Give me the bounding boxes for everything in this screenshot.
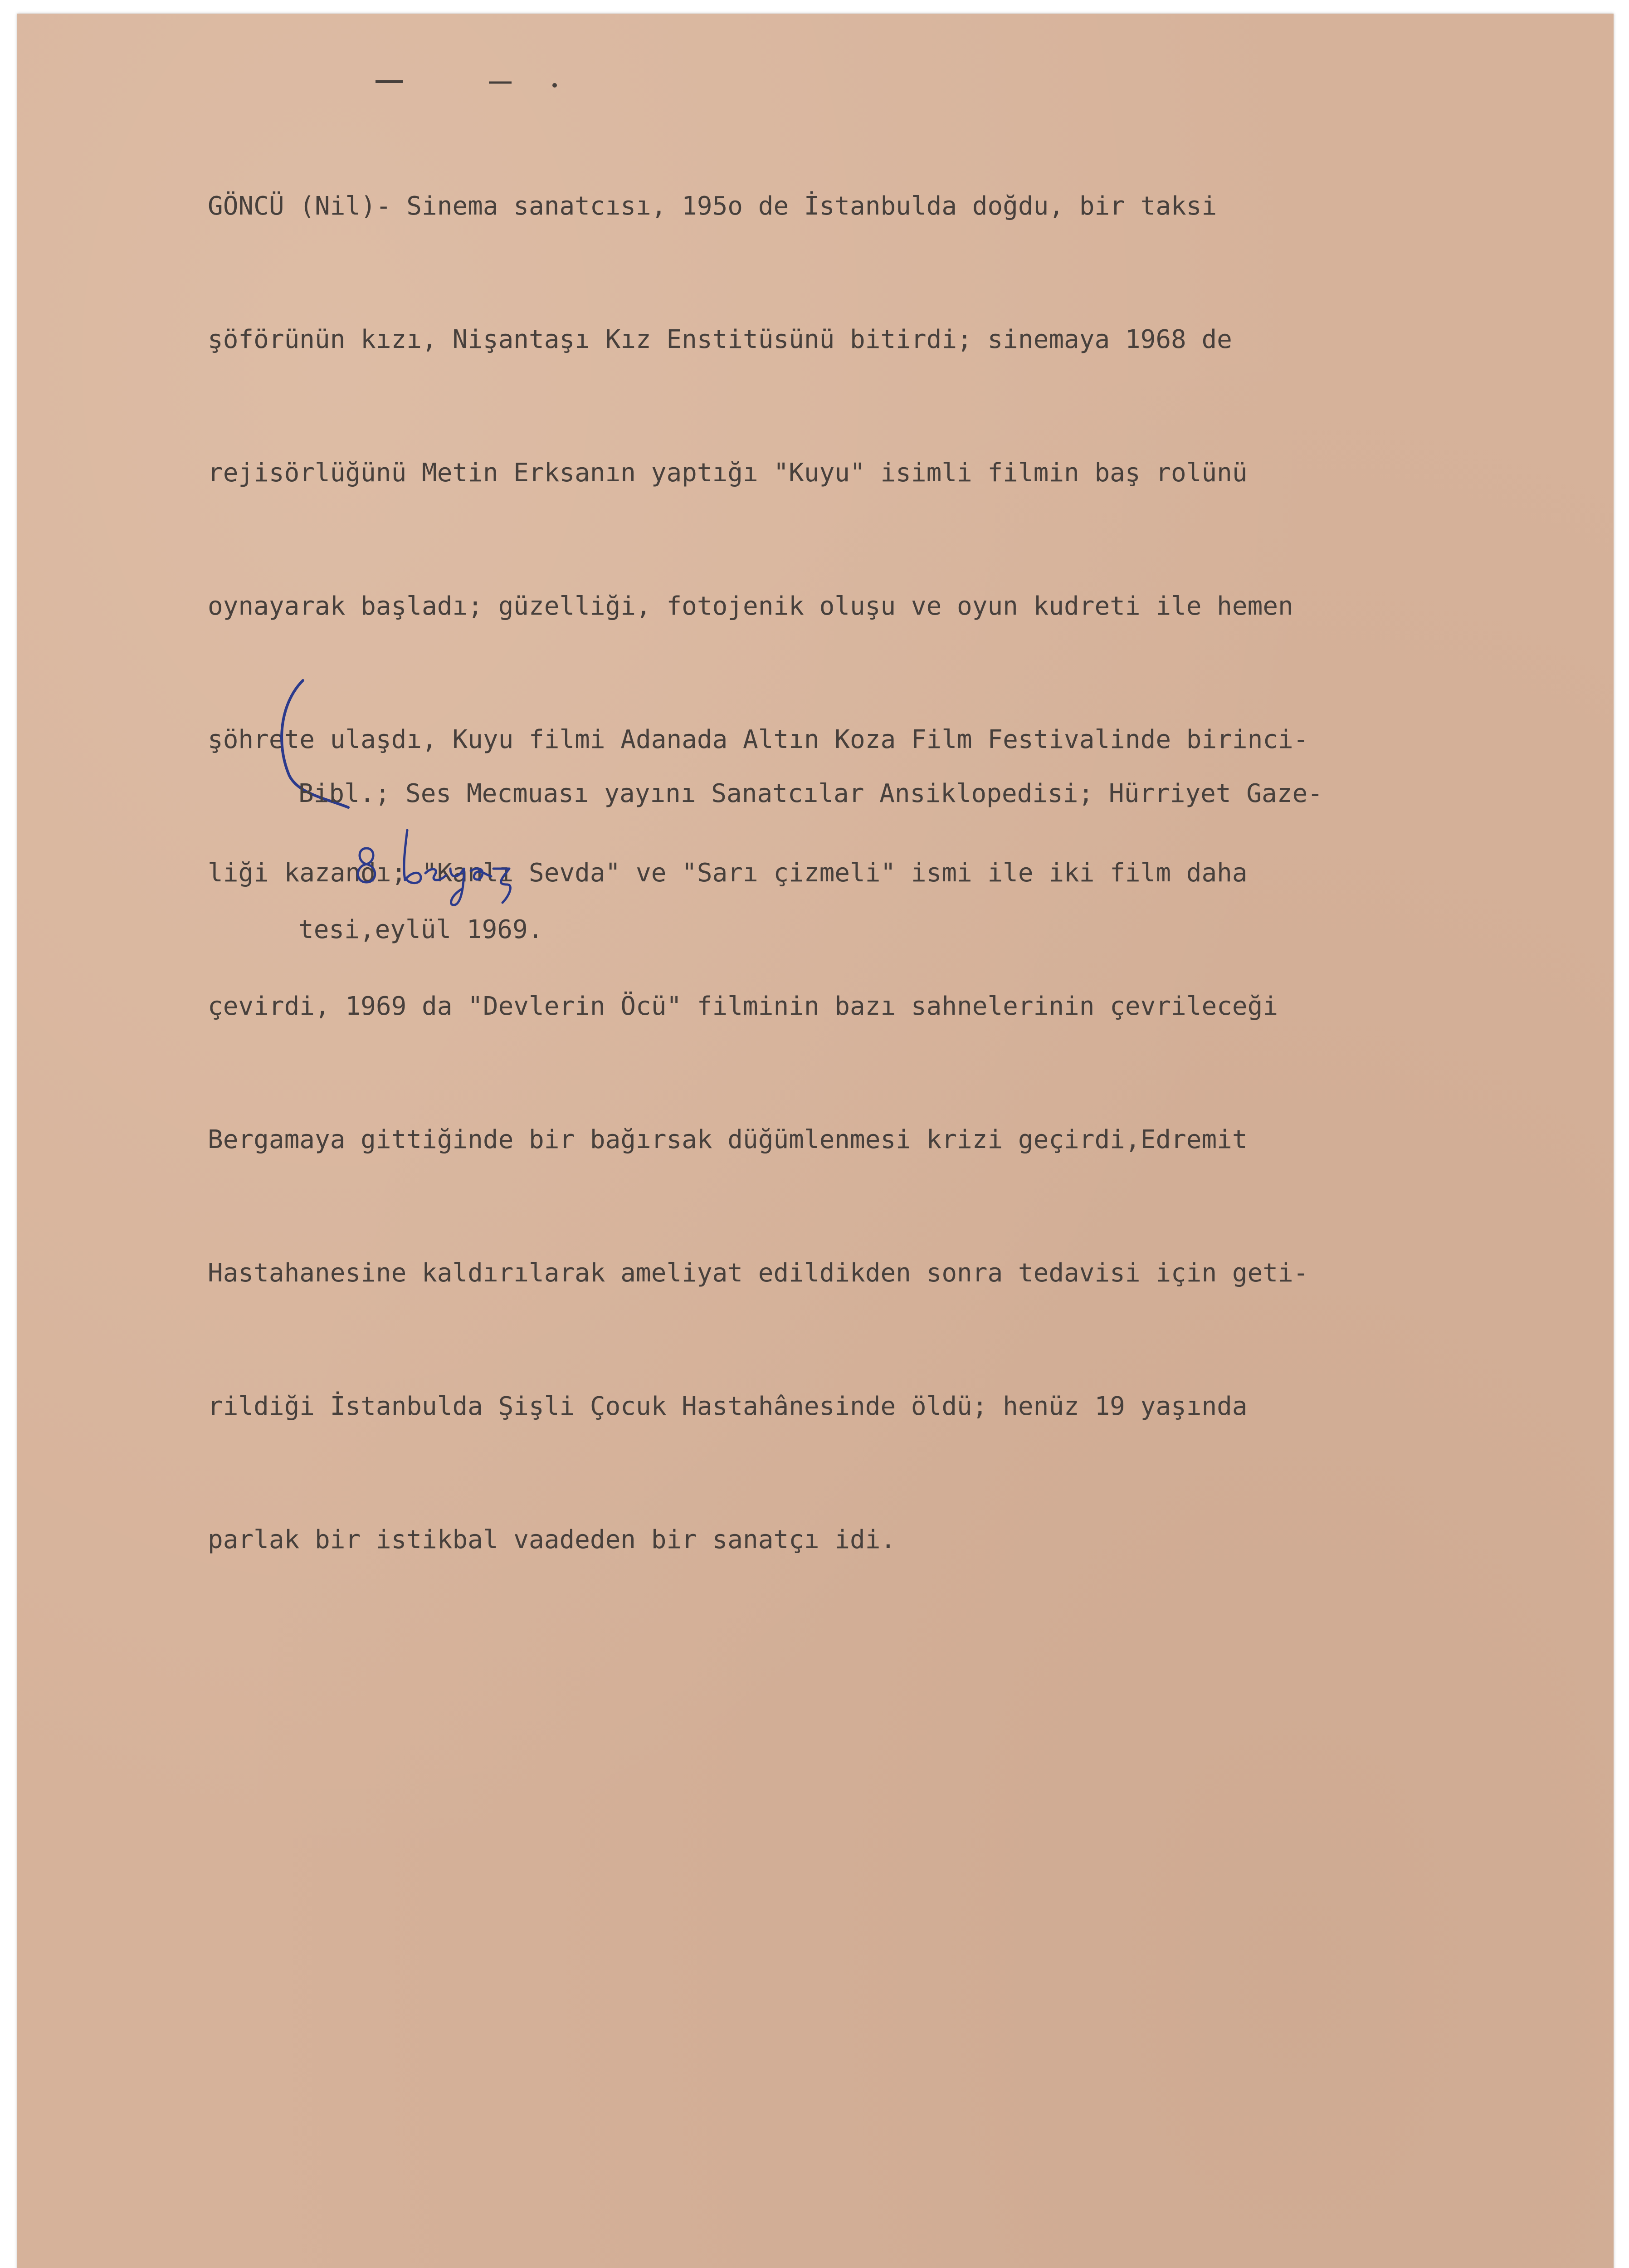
- paper-sheet: [17, 14, 1614, 2268]
- paragraph-line: oynayarak başladı; güzelliği, fotojenik oluşu ve oyun kudreti ile hemen: [208, 591, 1293, 621]
- paragraph-line: Bergamaya gittiğinde bir bağırsak düğümlenmesi krizi geçirdi,Edremit: [208, 1125, 1248, 1154]
- paragraph-line: parlak bir istikbal vaadeden bir sanatçı idi.: [208, 1525, 896, 1554]
- paragraph-line: şöförünün kızı, Nişantaşı Kız Enstitüsünü bitirdi; sinemaya 1968 de: [208, 325, 1232, 354]
- bibliography-line: tesi,eylül 1969.: [298, 915, 543, 944]
- typed-dash-marks: [376, 73, 566, 91]
- paragraph-line: çevirdi, 1969 da "Devlerin Öcü" filminin bazı sahnelerinin çevrileceği: [208, 992, 1278, 1021]
- paragraph-line: rejisörlüğünü Metin Erksanın yaptığı "Kuyu" isimli filmin baş rolünü: [208, 458, 1248, 488]
- paragraph-line: rildiği İstanbulda Şişli Çocuk Hastahânesinde öldü; henüz 19 yaşında: [208, 1392, 1248, 1421]
- handwritten-note-8-beyaz: [353, 821, 589, 912]
- paragraph-line: liği kazandı; "Kanlı Sevda" ve "Sarı çizmeli" ismi ile iki film daha: [208, 858, 1248, 888]
- paragraph-line: GÖNCÜ (Nil)- Sinema sanatcısı, 195o de İstanbulda doğdu, bir taksi: [208, 191, 1217, 221]
- paragraph-line: Hastahanesine kaldırılarak ameliyat edildikden sonra tedavisi için geti-: [208, 1258, 1309, 1288]
- bibliography-line: Bibl.; Ses Mecmuası yayını Sanatcılar Ansiklopedisi; Hürriyet Gaze-: [298, 779, 1323, 808]
- paragraph-line: şöhrete ulaşdı, Kuyu filmi Adanada Altın Koza Film Festivalinde birinci-: [208, 725, 1309, 754]
